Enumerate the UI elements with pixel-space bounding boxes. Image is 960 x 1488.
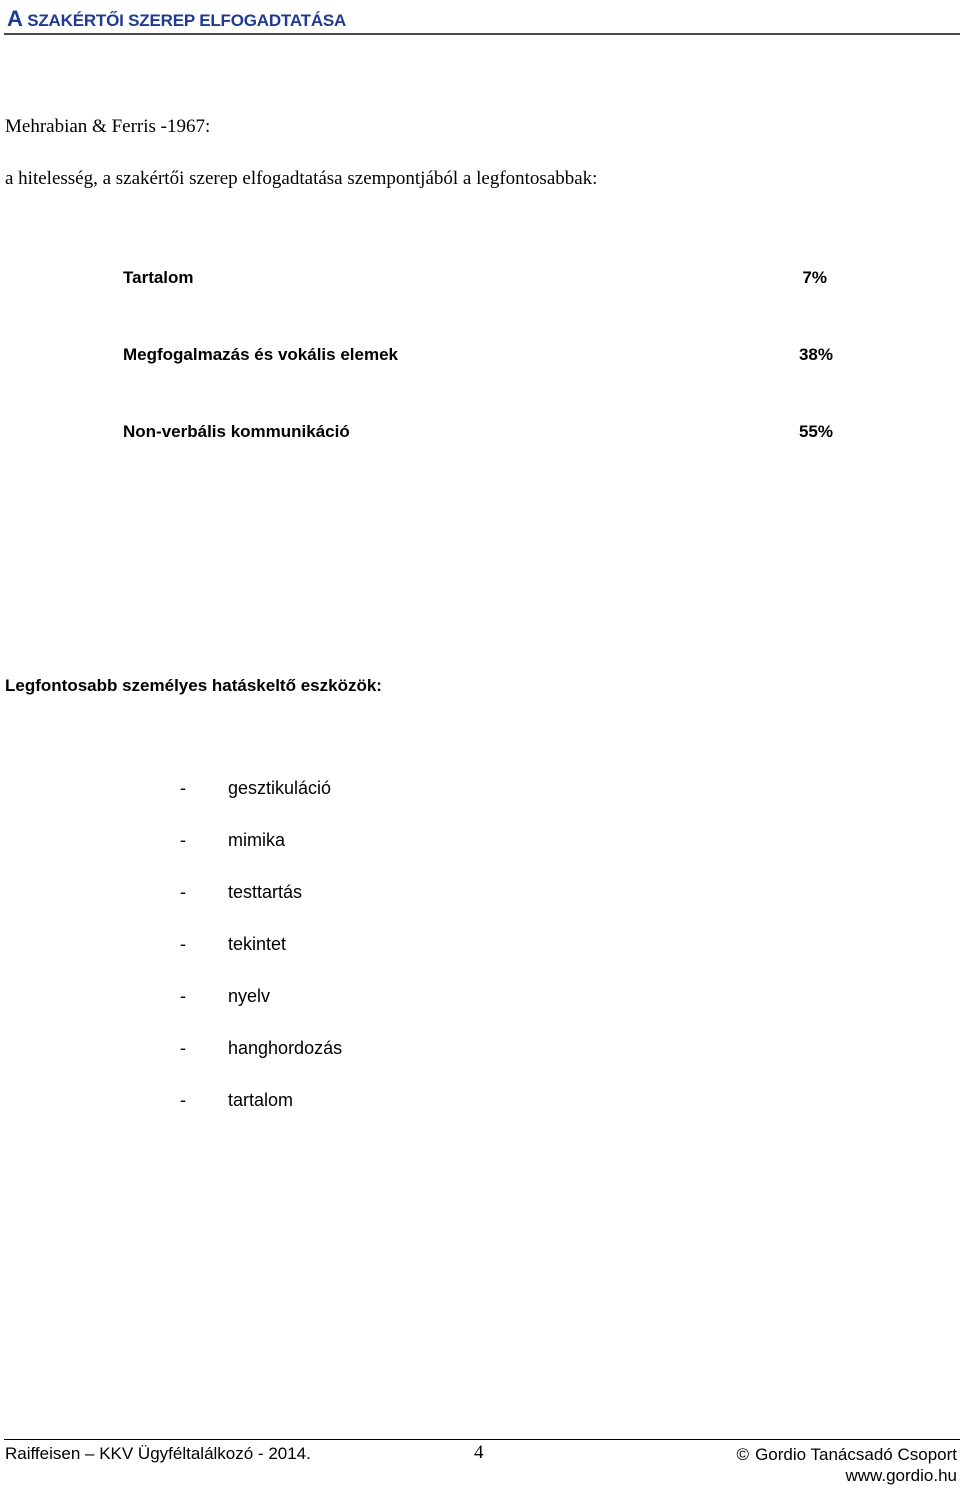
source-line: Mehrabian & Ferris -1967: <box>5 116 211 137</box>
page-heading <box>4 4 960 35</box>
footer-copyright <box>737 1444 957 1486</box>
copyright-icon: © <box>736 1445 750 1464</box>
footer-website: www.gordio.hu <box>845 1466 957 1485</box>
bullet-dash: - <box>180 934 186 954</box>
list-item-text: mimika <box>228 830 285 850</box>
bullet-dash: - <box>180 830 186 850</box>
factor-row <box>123 268 833 294</box>
factor-value: 7% <box>802 268 827 287</box>
tools-heading: Legfontosabb személyes hatáskeltő eszközök: <box>5 676 382 695</box>
list-item-text: tekintet <box>228 934 287 954</box>
factor-row <box>123 345 833 371</box>
page-title-rest: SZAKÉRTŐI SZEREP ELFOGADTATÁSA <box>22 11 347 30</box>
list-item-text: hanghordozás <box>228 1038 343 1058</box>
factor-label: Megfogalmazás és vokális elemek <box>123 345 398 364</box>
intro-line: a hitelesség, a szakértői szerep elfogadtatása szempontjából a legfontosabbak: <box>5 168 598 189</box>
factor-value: 55% <box>798 422 833 441</box>
factor-label: Tartalom <box>123 268 194 287</box>
page-title <box>7 6 346 32</box>
bullet-dash: - <box>180 986 186 1006</box>
page-number: 4 <box>474 1442 484 1463</box>
footer-company: Gordio Tanácsadó Csoport <box>755 1445 957 1464</box>
bullet-dash: - <box>180 882 186 902</box>
list-item-text: testtartás <box>228 882 303 902</box>
footer-company-line <box>737 1444 957 1465</box>
list-item-text: tartalom <box>228 1090 294 1110</box>
footer-divider <box>4 1439 960 1440</box>
list-item-text: nyelv <box>228 986 271 1006</box>
bullet-dash: - <box>180 778 186 798</box>
page-title-initial: A <box>7 6 23 31</box>
footer-event: Raiffeisen – KKV Ügyféltalálkozó - 2014. <box>5 1444 311 1463</box>
factor-row <box>123 422 833 448</box>
bullet-dash: - <box>180 1038 186 1058</box>
list-item-text: gesztikuláció <box>228 778 332 798</box>
factor-value: 38% <box>798 345 833 364</box>
bullet-dash: - <box>180 1090 186 1110</box>
factor-label: Non-verbális kommunikáció <box>123 422 350 441</box>
